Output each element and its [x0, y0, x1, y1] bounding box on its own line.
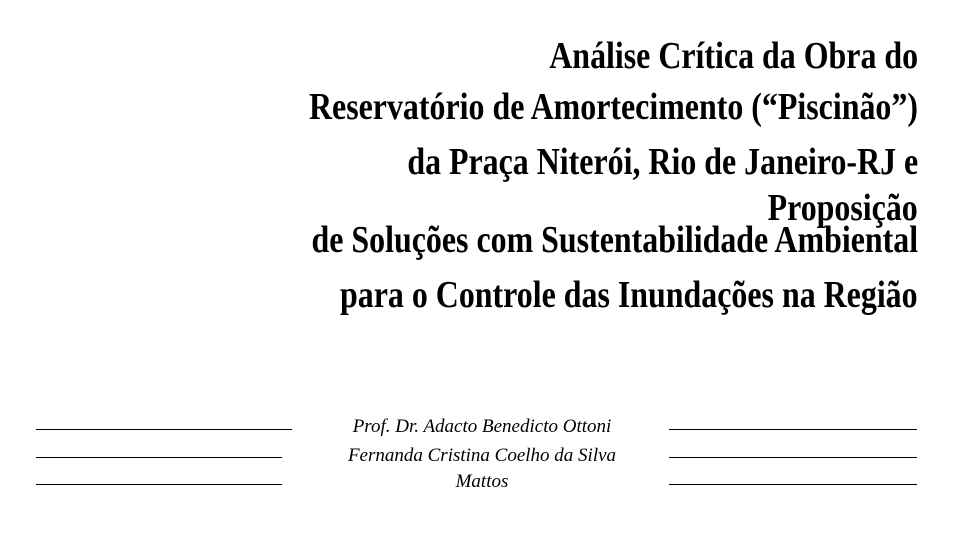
title-line-5: de Soluções com Sustentabilidade Ambiental: [311, 219, 918, 261]
title-line-2: Reservatório de Amortecimento (“Piscinão”): [309, 86, 918, 128]
left-rule-3: [36, 484, 282, 485]
author-name-2: Fernanda Cristina Coelho da Silva: [347, 445, 617, 466]
title-line-4: Proposição: [767, 187, 918, 229]
left-rule-1: [36, 429, 292, 430]
right-rule-2: [669, 457, 917, 458]
left-rule-2: [36, 457, 282, 458]
right-rule-3: [669, 484, 917, 485]
title-line-6: para o Controle das Inundações na Região: [340, 274, 918, 316]
author-name-1: Prof. Dr. Adacto Benedicto Ottoni: [352, 416, 612, 437]
right-rule-1: [669, 429, 917, 430]
title-line-1: Análise Crítica da Obra do: [549, 35, 918, 77]
title-line-3: da Praça Niterói, Rio de Janeiro-RJ e: [407, 141, 918, 183]
author-name-3: Mattos: [455, 471, 509, 492]
